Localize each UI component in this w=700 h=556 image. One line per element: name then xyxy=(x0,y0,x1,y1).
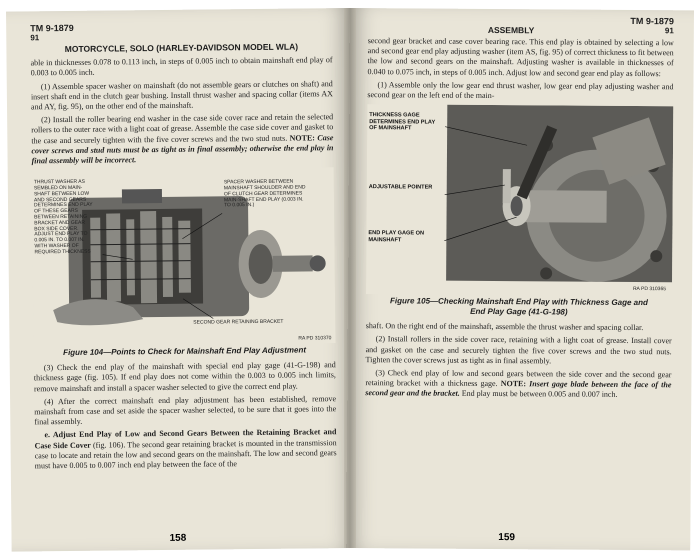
section-number: 91 xyxy=(30,33,40,43)
tm-number: TM 9-1879 xyxy=(630,15,674,27)
paragraph: shaft. On the right end of the mainshaft, assemble the thrust washer and spacing collar. xyxy=(365,321,644,333)
running-head: ASSEMBLY xyxy=(487,24,535,36)
paragraph: able in thicknesses 0.078 to 0.113 inch, in steps of 0.005 inch to obtain mainshaft end play of 0.003 to 0.005 inch. xyxy=(30,55,333,78)
note-label: NOTE: xyxy=(500,379,527,389)
paragraph: second gear bracket and case cover bearing race. This end play is obtained by selecting a low and second gear end play adjusting washer (item AS, fig. 95) of correct thickness to fit between the low and second gears on the mainshaft. Adjusting washer is available in thicknesses of 0.040 to 0.075 inch, in steps of 0.005 inch. Adjust low and second gear end play as follows: xyxy=(367,36,674,78)
paragraph: (1) Assemble only the low gear end thrust washer, low gear end play adjusting washer and second gear on the left end of the main- xyxy=(367,80,674,101)
right-header xyxy=(368,14,674,38)
callout-end-play-gage: END PLAY GAGE ON MAINSHAFT xyxy=(368,230,425,244)
paragraph: (3) Check the end play of the mainshaft with special end play gage (41-G-198) and thickness gage (fig. 105). If end play does not come within the 0.003 to 0.005 inch limits, remove mainshaft and install a spacer washer selected to give the correct end play. xyxy=(33,360,336,393)
figure-caption xyxy=(366,296,672,318)
callout-spacer-washer: SPACER WASHER BETWEEN MAINSHAFT SHOULDER AND END OF CLUTCH GEAR DETERMINES MAIN-SHAFT END PLAY (0.003 IN. TO 0.005 IN.) xyxy=(223,178,306,209)
page-number: 158 xyxy=(169,532,187,544)
page-number: 159 xyxy=(498,532,516,544)
book-spread xyxy=(6,8,694,548)
callout-adjustable-pointer: ADJUSTABLE POINTER xyxy=(368,184,433,191)
figure-caption-line: Figure 105—Checking Mainshaft End Play with Thickness Gage and xyxy=(390,296,648,308)
paragraph-text: (3) Check end play of low and second gears between the side cover and the second gear retaining bracket with a thickness gage. xyxy=(365,368,672,389)
paragraph-text: (2) Install the roller bearing end washer in the case side cover race and retain the selected rollers to the outer race with a light coat of grease. Assemble the case side cover and gasket to the case and securely tighten with the five cover screws and the two stud nuts. xyxy=(31,112,334,145)
callout-thickness-gage: THICKNESS GAGE DETERMINES END PLAY OF MAINSHAFT xyxy=(369,112,436,132)
paragraph xyxy=(34,428,336,472)
figure-105 xyxy=(366,104,673,296)
left-page xyxy=(6,8,356,552)
figure-104 xyxy=(32,167,336,346)
paragraph: (1) Assemble spacer washer on mainshaft (do not assemble gears or clutches on shaft) and insert shaft end in the clutch gear bushing. Install thrust washer and spacing collar (items AX and AY, fig. 95), on the other end of the mainshaft. xyxy=(30,78,333,112)
note-text: Case cover screws and stud nuts must be as tight as in final assembly; otherwise the end play in final assembly will be incorrect. xyxy=(31,132,334,166)
figure-caption: Figure 104—Points to Check for Mainshaft End Play Adjustment xyxy=(63,345,307,358)
callout-retaining-bracket: SECOND GEAR RETAINING BRACKET xyxy=(193,318,284,326)
tm-number: TM 9-1879 xyxy=(30,22,74,34)
paragraph xyxy=(31,112,334,166)
book-gutter xyxy=(344,8,356,548)
left-header xyxy=(30,20,332,43)
figure-ra-code: RA PD 310370 xyxy=(298,335,332,342)
paragraph-text: End play must be between 0.005 and 0.007 inch. xyxy=(461,389,618,400)
note-label: NOTE: xyxy=(289,132,315,143)
figure-ra-code: RA PD 310365 xyxy=(632,286,667,293)
paragraph-text: (fig. 106). The second gear retaining bracket is mounted in the transmission case to locate and retain the low and second gears on the mainshaft. The low and second gears must have 0.005 to 0.007 inch end play between the face of the xyxy=(34,437,337,471)
section-number: 91 xyxy=(664,26,674,36)
end-play-gage-photo xyxy=(366,104,673,296)
running-head: MOTORCYCLE, SOLO (HARLEY-DAVIDSON MODEL WLA) xyxy=(64,41,299,54)
right-page xyxy=(346,8,694,550)
paragraph xyxy=(365,368,671,401)
callout-thrust-washer: THRUST WASHER AS SEMBLED ON MAIN-SHAFT BETWEEN LOW AND SECOND GEARS DETERMINES END PLAY OF THESE GEARS BETWEEN RETAINING BRACKET AND GEAR BOX SIDE COVER. ADJUST END PLAY TO 0.005 IN. TO 0.007 IN. WITH WASHER OF REQUIRED THICKNESS xyxy=(33,179,93,256)
figure-caption-line: End Play Gage (41-G-198) xyxy=(470,307,568,317)
subsection-heading: e. Adjust End Play of Low and Second Gears Between the Retaining Bracket and Case Side Cover xyxy=(34,427,337,450)
paragraph: (4) After the correct mainshaft end play adjustment has been established, remove mainshaft from case and set aside the spacer washer selected, to be sure that it goes into the final assembly. xyxy=(34,394,337,427)
paragraph: (2) Install rollers in the side cover race, retaining with a light coat of grease. Install cover and gasket on the case and securely tighten the five cover screws and the two stud nuts. Tighten the cover screws just as tight as in final assembly. xyxy=(365,334,672,366)
note-text: Insert gage blade between the face of the second gear and the bracket. xyxy=(365,379,672,399)
